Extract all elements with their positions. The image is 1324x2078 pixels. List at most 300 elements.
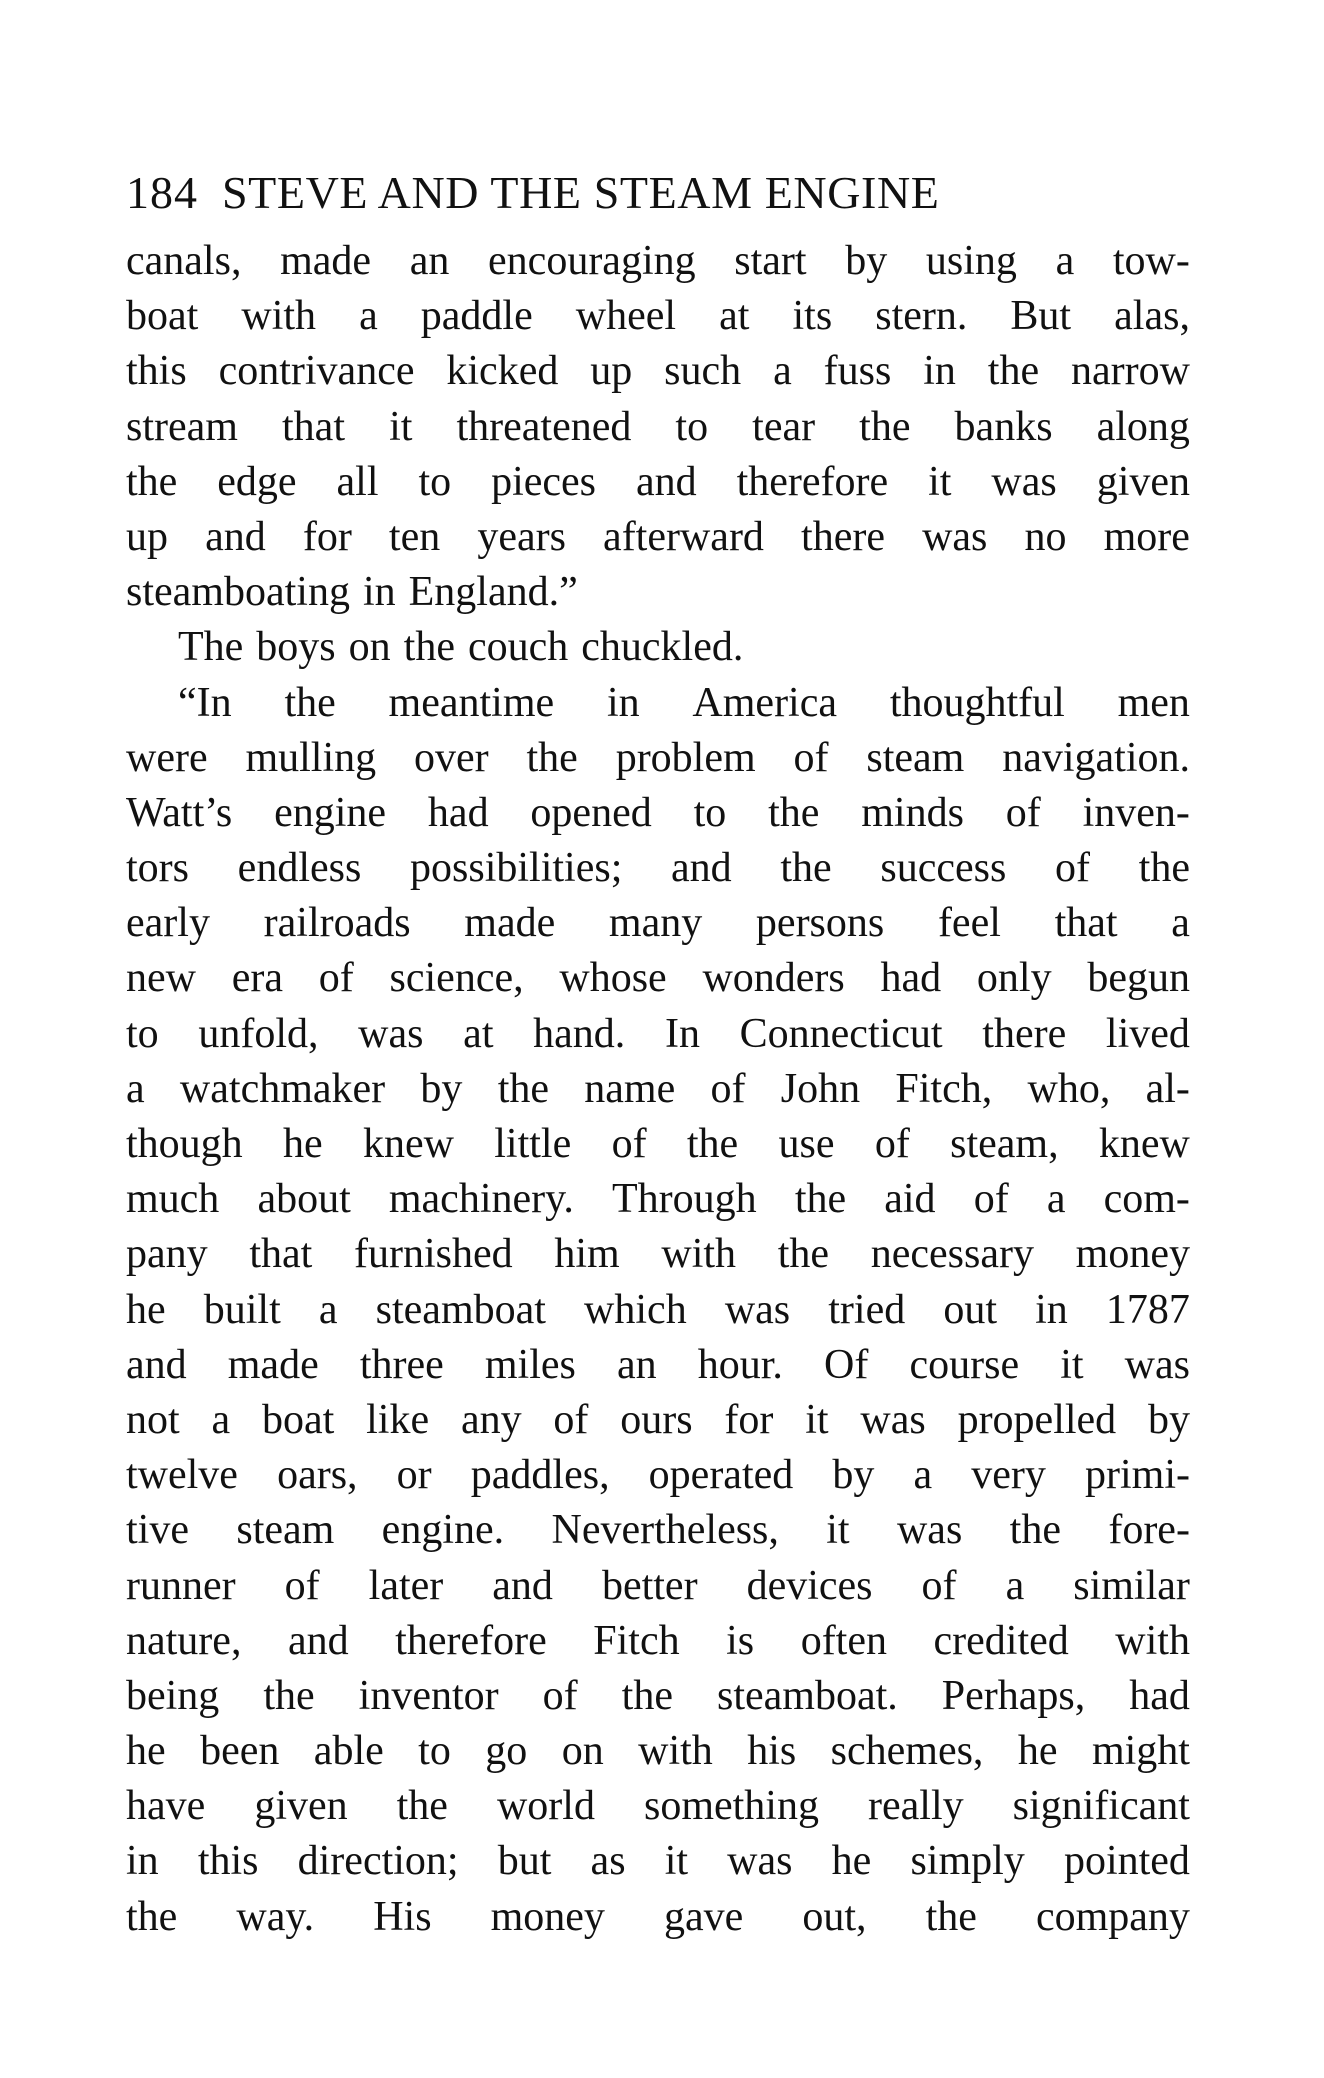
word: that: [1054, 900, 1118, 947]
book-title: STEVE AND THE STEAM ENGINE: [222, 167, 940, 218]
word: as: [590, 1838, 626, 1885]
word: runner: [126, 1562, 236, 1609]
word: name: [584, 1065, 676, 1112]
word: had: [427, 789, 489, 836]
word: later: [368, 1562, 444, 1609]
word: pointed: [1063, 1838, 1190, 1885]
text-line: [126, 234, 1190, 289]
word: built: [203, 1286, 281, 1333]
text-line: [126, 1393, 1190, 1448]
word: pieces: [491, 458, 597, 505]
word: in: [1035, 1286, 1068, 1333]
text-line: [126, 1503, 1190, 1558]
word: encouraging: [488, 238, 696, 284]
word: the: [126, 458, 178, 505]
word: contrivance: [218, 348, 415, 395]
word: in: [606, 679, 640, 726]
word: chuckled.: [581, 624, 744, 671]
word: the: [794, 1176, 847, 1223]
word: railroads: [263, 900, 411, 947]
word: start: [734, 238, 807, 284]
word: such: [664, 348, 742, 395]
word: watchmaker: [179, 1065, 386, 1112]
word: to: [418, 458, 452, 505]
word: new: [126, 955, 196, 1002]
text-line: [126, 951, 1190, 1006]
word: banks: [954, 403, 1053, 450]
text-line: [126, 1227, 1190, 1282]
word: made: [464, 900, 556, 947]
text-line: [126, 896, 1190, 951]
word: possibilities;: [410, 845, 623, 892]
word: alas,: [1114, 293, 1190, 340]
word: it: [664, 1838, 689, 1885]
word: which: [584, 1286, 687, 1333]
word: But: [1010, 293, 1072, 340]
word: the: [768, 789, 820, 836]
word: at: [463, 1010, 494, 1057]
word: him: [554, 1231, 620, 1278]
word: with: [661, 1231, 737, 1278]
word: his: [747, 1728, 797, 1775]
word: meantime: [388, 679, 555, 726]
word: with: [638, 1728, 713, 1775]
word: this: [126, 348, 187, 395]
word: engine: [274, 789, 387, 836]
word: tear: [752, 403, 816, 450]
word: of: [710, 1065, 746, 1112]
word: science,: [389, 955, 524, 1002]
word: better: [601, 1562, 698, 1609]
word: was: [860, 1396, 926, 1443]
word: though: [126, 1121, 243, 1167]
word: the: [403, 624, 455, 671]
word: a: [211, 1396, 231, 1443]
word: problem: [615, 734, 756, 781]
running-head: [126, 160, 1186, 226]
word: made: [280, 238, 372, 284]
word: it: [1060, 1341, 1084, 1388]
word: John: [780, 1065, 861, 1112]
word: Watt’s: [126, 789, 233, 836]
word: thoughtful: [889, 679, 1065, 726]
word: unfold,: [198, 1010, 319, 1057]
word: a: [913, 1452, 933, 1499]
word: often: [800, 1617, 887, 1664]
word: tors: [126, 845, 189, 892]
word: any: [460, 1396, 522, 1443]
word: tive: [126, 1507, 189, 1554]
word: much: [126, 1176, 220, 1223]
text-line: [126, 1283, 1190, 1338]
word: narrow: [1071, 348, 1190, 395]
word: along: [1096, 403, 1190, 450]
word: therefore: [395, 1617, 547, 1664]
word: persons: [755, 900, 885, 947]
text-line: [126, 1779, 1190, 1834]
word: have: [126, 1783, 206, 1830]
word: Fitch: [593, 1617, 680, 1664]
word: of: [973, 1176, 1009, 1223]
text-line: [126, 1338, 1190, 1393]
word: kicked: [446, 348, 559, 395]
word: a: [318, 1286, 338, 1333]
word: the: [686, 1121, 739, 1167]
word: with: [241, 293, 317, 340]
word: the: [859, 403, 911, 450]
word: machinery.: [388, 1176, 574, 1223]
word: wonders: [702, 955, 845, 1002]
word: the: [780, 845, 832, 892]
word: by: [832, 1452, 875, 1499]
word: to: [418, 1728, 451, 1775]
word: there: [982, 1010, 1067, 1057]
word: but: [497, 1838, 552, 1885]
word: to: [693, 789, 727, 836]
word: mulling: [245, 734, 377, 781]
word: ten: [388, 513, 441, 560]
word: Nevertheless,: [551, 1507, 779, 1554]
word: steamboat.: [716, 1672, 898, 1719]
word: therefore: [736, 458, 889, 505]
word: stream: [126, 403, 238, 450]
word: tried: [828, 1286, 906, 1333]
word: nature,: [126, 1617, 242, 1664]
body-text: [126, 234, 1190, 1945]
word: up: [590, 348, 633, 395]
word: been: [200, 1728, 280, 1775]
word: Of: [824, 1341, 869, 1388]
text-line: [126, 1007, 1190, 1062]
word: fuss: [823, 348, 892, 395]
word: and: [671, 845, 732, 892]
word: paddles,: [470, 1452, 610, 1499]
word: Perhaps,: [941, 1672, 1086, 1719]
word: primi-: [1085, 1452, 1190, 1499]
word: was: [922, 513, 988, 560]
word: company: [1035, 1893, 1190, 1940]
word: a: [126, 1065, 145, 1112]
word: very: [971, 1452, 1046, 1499]
word: pany: [126, 1231, 208, 1278]
word: miles: [484, 1341, 576, 1388]
word: the: [987, 348, 1040, 395]
word: with: [1115, 1617, 1190, 1664]
word: years: [477, 513, 566, 560]
word: the: [497, 1065, 549, 1112]
word: of: [553, 1396, 589, 1443]
word: edge: [217, 458, 297, 505]
text-line: [126, 1559, 1190, 1614]
word: on: [348, 624, 391, 671]
word: England.”: [408, 569, 578, 616]
word: ours: [620, 1396, 693, 1443]
word: something: [643, 1783, 819, 1830]
word: a: [1055, 238, 1075, 284]
word: stern.: [875, 293, 968, 340]
word: go: [485, 1728, 528, 1775]
word: he: [282, 1121, 323, 1167]
word: its: [792, 293, 833, 340]
word: of: [1054, 845, 1090, 892]
text-line: [126, 1614, 1190, 1669]
word: schemes,: [830, 1728, 984, 1775]
word: threatened: [456, 403, 632, 450]
word: made: [227, 1341, 319, 1388]
word: is: [726, 1617, 755, 1664]
word: opened: [530, 789, 652, 836]
word: feel: [937, 900, 1001, 947]
word: and: [287, 1617, 349, 1664]
word: credited: [933, 1617, 1069, 1664]
word: significant: [1012, 1783, 1190, 1830]
word: the: [1138, 845, 1190, 892]
word: it: [928, 458, 952, 505]
word: and: [492, 1562, 553, 1609]
word: steam: [866, 734, 965, 781]
word: way.: [236, 1893, 315, 1940]
word: by: [420, 1065, 463, 1112]
word: a: [1171, 900, 1190, 947]
word: early: [126, 900, 210, 947]
word: was: [896, 1507, 963, 1554]
word: of: [611, 1121, 647, 1167]
word: many: [608, 900, 703, 947]
word: of: [921, 1562, 957, 1609]
word: of: [542, 1672, 578, 1719]
word: the: [126, 1893, 178, 1940]
word: “In: [178, 679, 232, 726]
text-line: [126, 1669, 1190, 1724]
word: out,: [802, 1893, 867, 1940]
word: an: [617, 1341, 657, 1388]
word: and: [205, 513, 266, 560]
word: America: [692, 679, 838, 726]
word: really: [868, 1783, 964, 1830]
word: he: [831, 1838, 872, 1885]
word: of: [318, 955, 354, 1002]
word: money: [1075, 1231, 1190, 1278]
word: begun: [1087, 955, 1190, 1002]
word: knew: [1098, 1121, 1190, 1167]
text-line: [126, 1117, 1190, 1172]
word: similar: [1073, 1562, 1190, 1609]
word: no: [1024, 513, 1067, 560]
word: three: [359, 1341, 444, 1388]
text-line: [126, 289, 1190, 344]
word: direction;: [297, 1838, 459, 1885]
word: of: [874, 1121, 910, 1167]
word: that: [282, 403, 345, 450]
text-line: [126, 1062, 1190, 1117]
word: Fitch,: [895, 1065, 993, 1112]
text-line: [126, 1724, 1190, 1779]
word: the: [621, 1672, 673, 1719]
word: the: [1009, 1507, 1061, 1554]
word: steamboating: [126, 569, 350, 616]
word: Connecticut: [739, 1010, 943, 1057]
word: the: [284, 679, 336, 726]
word: this: [197, 1838, 259, 1885]
word: it: [389, 403, 413, 450]
word: simply: [910, 1838, 1025, 1885]
word: hand.: [533, 1010, 626, 1057]
word: had: [1129, 1672, 1190, 1719]
word: little: [494, 1121, 572, 1167]
word: of: [1005, 789, 1041, 836]
word: com-: [1103, 1176, 1190, 1223]
word: aid: [884, 1176, 936, 1223]
word: or: [396, 1452, 432, 1499]
word: fore-: [1108, 1507, 1190, 1554]
word: engine.: [381, 1507, 505, 1554]
word: inven-: [1082, 789, 1190, 836]
word: to: [126, 1010, 159, 1057]
word: gave: [663, 1893, 744, 1940]
word: furnished: [354, 1231, 513, 1278]
word: only: [976, 955, 1052, 1002]
text-line: [126, 510, 1190, 565]
word: by: [1148, 1396, 1190, 1443]
word: was: [991, 458, 1057, 505]
word: necessary: [870, 1231, 1034, 1278]
word: In: [664, 1010, 700, 1057]
word: in: [126, 1838, 159, 1885]
word: a: [1046, 1176, 1066, 1223]
word: in: [362, 569, 396, 616]
word: men: [1117, 679, 1190, 726]
word: might: [1091, 1728, 1190, 1775]
word: course: [909, 1341, 1020, 1388]
text-line: [126, 620, 1190, 675]
word: who,: [1027, 1065, 1111, 1112]
word: that: [249, 1231, 313, 1278]
word: and: [635, 458, 697, 505]
word: a: [773, 348, 792, 395]
text-line: [126, 400, 1190, 455]
text-line: [126, 455, 1190, 510]
word: of: [793, 734, 829, 781]
word: wheel: [575, 293, 677, 340]
word: steamboat: [375, 1286, 546, 1333]
word: on: [561, 1728, 604, 1775]
word: the: [925, 1893, 977, 1940]
word: by: [845, 238, 888, 284]
word: was: [724, 1286, 791, 1333]
word: era: [231, 955, 284, 1002]
word: to: [675, 403, 709, 450]
word: over: [414, 734, 489, 781]
word: lived: [1105, 1010, 1190, 1057]
word: paddle: [420, 293, 533, 340]
word: were: [126, 734, 208, 781]
text-line: [126, 676, 1190, 731]
word: money: [490, 1893, 605, 1940]
word: of: [284, 1562, 320, 1609]
word: al-: [1145, 1065, 1190, 1112]
text-line: [126, 1834, 1190, 1889]
word: had: [880, 955, 942, 1002]
word: he: [1017, 1728, 1058, 1775]
word: boat: [126, 293, 199, 340]
word: inventor: [358, 1672, 499, 1719]
word: minds: [861, 789, 964, 836]
word: devices: [746, 1562, 873, 1609]
word: was: [1124, 1341, 1190, 1388]
word: navigation.: [1002, 734, 1190, 781]
word: world: [496, 1783, 595, 1830]
word: about: [257, 1176, 351, 1223]
word: twelve: [126, 1452, 238, 1499]
word: given: [1096, 458, 1190, 505]
word: the: [526, 734, 578, 781]
text-line: [126, 565, 1190, 620]
word: whose: [559, 955, 667, 1002]
word: there: [801, 513, 885, 560]
word: operated: [648, 1452, 794, 1499]
word: not: [126, 1396, 180, 1443]
word: canals,: [126, 238, 242, 284]
word: endless: [237, 845, 362, 892]
word: The: [178, 624, 244, 671]
word: boat: [261, 1396, 335, 1443]
text-line: [126, 1172, 1190, 1227]
text-line: [126, 1890, 1190, 1945]
word: couch: [467, 624, 569, 671]
word: at: [719, 293, 750, 340]
word: propelled: [957, 1396, 1117, 1443]
text-line: [126, 841, 1190, 896]
word: given: [254, 1783, 348, 1830]
word: like: [366, 1396, 430, 1443]
word: was: [727, 1838, 793, 1885]
word: 1787: [1105, 1286, 1190, 1333]
text-line: [126, 786, 1190, 841]
text-line: [126, 344, 1190, 399]
word: for: [724, 1396, 774, 1443]
word: the: [263, 1672, 315, 1719]
word: for: [302, 513, 352, 560]
word: the: [396, 1783, 448, 1830]
word: tow-: [1112, 238, 1190, 284]
word: being: [126, 1672, 220, 1719]
word: out: [943, 1286, 997, 1333]
word: boys: [256, 624, 336, 671]
word: Through: [612, 1176, 757, 1223]
word: he: [126, 1286, 166, 1333]
word: an: [409, 238, 450, 284]
word: knew: [362, 1121, 454, 1167]
word: the: [777, 1231, 830, 1278]
word: afterward: [603, 513, 764, 560]
word: up: [126, 513, 168, 560]
word: His: [373, 1893, 432, 1940]
word: using: [925, 238, 1017, 284]
text-line: [126, 1448, 1190, 1503]
word: and: [126, 1341, 187, 1388]
word: oars,: [277, 1452, 358, 1499]
word: all: [336, 458, 379, 505]
word: a: [359, 293, 378, 340]
word: it: [805, 1396, 829, 1443]
word: hour.: [697, 1341, 783, 1388]
page-number: 184: [126, 167, 198, 218]
word: he: [126, 1728, 166, 1775]
word: success: [880, 845, 1007, 892]
word: a: [1005, 1562, 1025, 1609]
word: steam,: [950, 1121, 1059, 1167]
word: in: [923, 348, 956, 395]
